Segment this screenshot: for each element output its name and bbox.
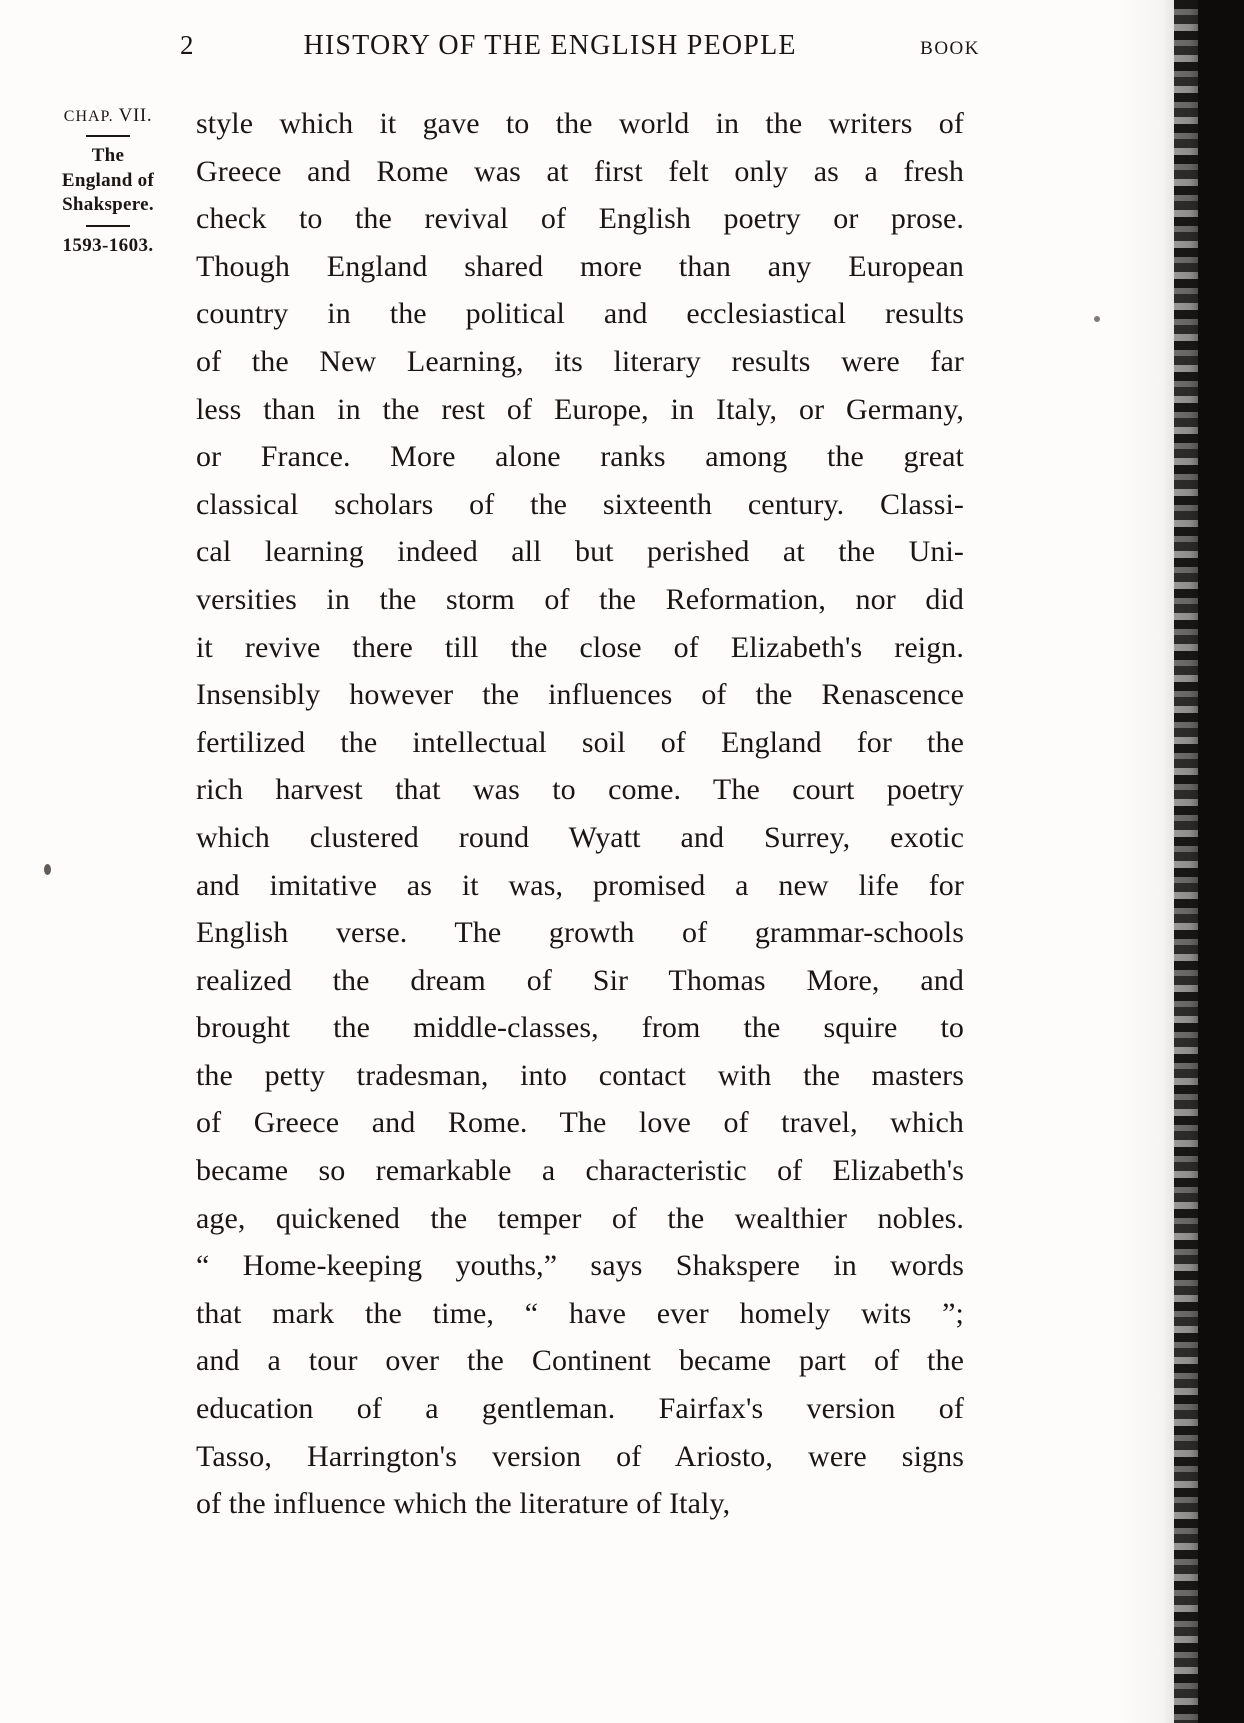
page-edge-texture xyxy=(1174,0,1200,1723)
page-edge xyxy=(1198,0,1244,1723)
text-line: and a tour over the Continent became part of the xyxy=(196,1344,964,1378)
sidenote-line-2: England of xyxy=(61,169,155,191)
text-line: of Greece and Rome. The love of travel, which xyxy=(196,1106,964,1140)
text-line: style which it gave to the world in the writers of xyxy=(196,107,964,140)
text-line: and imitative as it was, promised a new life for xyxy=(196,868,964,902)
text-line: Insensibly however the influences of the Renascence xyxy=(196,678,964,712)
text-line: Though England shared more than any European xyxy=(196,249,964,283)
text-line: classical scholars of the sixteenth century. Classi- xyxy=(196,487,964,521)
running-title: HISTORY OF THE ENGLISH PEOPLE xyxy=(303,30,797,61)
text-line: rich harvest that was to come. The court poetry xyxy=(196,773,964,807)
running-head xyxy=(180,30,980,62)
body-paragraph xyxy=(196,100,964,1528)
body-text xyxy=(196,100,964,1528)
margin-notes xyxy=(40,104,176,258)
text-line: brought the middle-classes, from the squire to xyxy=(196,1011,964,1045)
text-line: which clustered round Wyatt and Surrey, exotic xyxy=(196,820,964,854)
text-line: “ Home-keeping youths,” says Shakspere in words xyxy=(196,1249,964,1283)
book-label: BOOK xyxy=(920,38,980,59)
text-line: it revive there till the close of Elizabeth's reign. xyxy=(196,630,964,664)
page-number: 2 xyxy=(180,30,194,60)
text-line: country in the political and ecclesiastical results xyxy=(196,297,964,331)
scan-speck xyxy=(1094,316,1100,322)
text-line: English verse. The growth of grammar-schools xyxy=(196,916,964,950)
margin-rule-top xyxy=(86,135,130,137)
text-line: less than in the rest of Europe, in Italy, or Germany, xyxy=(196,392,964,426)
text-line: cal learning indeed all but perished at the Uni- xyxy=(196,535,964,569)
text-line: education of a gentleman. Fairfax's version of xyxy=(196,1392,964,1426)
margin-rule-bottom xyxy=(86,225,130,227)
text-line: versities in the storm of the Reformation, nor did xyxy=(196,582,964,616)
text-line: realized the dream of Sir Thomas More, and xyxy=(196,963,964,997)
text-line: the petty tradesman, into contact with the masters xyxy=(196,1058,964,1092)
text-line: check to the revival of English poetry or prose. xyxy=(196,202,964,236)
text-line: became so remarkable a characteristic of Elizabeth's xyxy=(196,1154,964,1188)
scan-speck xyxy=(44,864,51,875)
text-line: fertilized the intellectual soil of England for the xyxy=(196,725,964,759)
text-line: Tasso, Harrington's version of Ariosto, were signs xyxy=(196,1439,964,1473)
text-line: that mark the time, “ have ever homely wits ”; xyxy=(196,1296,964,1330)
text-line: of the New Learning, its literary results were far xyxy=(196,344,964,378)
text-line: age, quickened the temper of the wealthier nobles. xyxy=(196,1201,964,1235)
text-line: of the influence which the literature of Italy, xyxy=(196,1487,731,1521)
chapter-label xyxy=(40,104,176,128)
text-line: or France. More alone ranks among the great xyxy=(196,440,964,474)
sidenote-years: 1593-1603. xyxy=(62,235,154,256)
text-line: Greece and Rome was at first felt only as a fresh xyxy=(196,154,964,188)
chapter-label-number: VII. xyxy=(113,105,153,126)
chapter-label-caps: CHAP. xyxy=(63,108,114,125)
sidenote-line-1: The xyxy=(91,144,125,166)
sidenote-line-3: Shakspere. xyxy=(62,194,154,216)
